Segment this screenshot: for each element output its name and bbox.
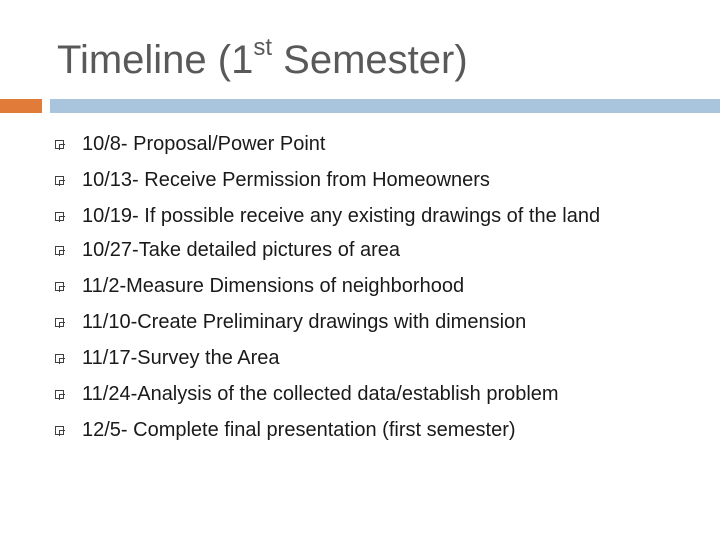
- square-bullet-icon: [55, 318, 64, 327]
- title-end: Semester): [272, 38, 468, 82]
- list-item-text: 10/8- Proposal/Power Point: [82, 133, 326, 155]
- list-item: [55, 132, 695, 157]
- slide-title: [57, 34, 468, 86]
- list-item-text: 12/5- Complete final presentation (first semester): [82, 419, 516, 441]
- list-item: [55, 310, 695, 335]
- list-item-text: 10/13- Receive Permission from Homeowners: [82, 169, 490, 191]
- timeline-list: [55, 132, 695, 454]
- list-item: [55, 204, 695, 229]
- square-bullet-icon: [55, 390, 64, 399]
- square-bullet-icon: [55, 246, 64, 255]
- accent-bar: [0, 99, 42, 113]
- list-item: [55, 274, 695, 299]
- title-main: Timeline (1: [57, 38, 254, 82]
- title-underline-bar: [50, 99, 720, 113]
- list-item-text: 11/24-Analysis of the collected data/establish problem: [82, 383, 559, 405]
- square-bullet-icon: [55, 426, 64, 435]
- list-item: [55, 168, 695, 193]
- list-item: [55, 418, 695, 443]
- list-item-text: 10/27-Take detailed pictures of area: [82, 239, 400, 261]
- square-bullet-icon: [55, 282, 64, 291]
- list-item-text: 11/2-Measure Dimensions of neighborhood: [82, 275, 465, 297]
- square-bullet-icon: [55, 212, 64, 221]
- square-bullet-icon: [55, 176, 64, 185]
- list-item: [55, 346, 695, 371]
- list-item-text: 11/17-Survey the Area: [82, 347, 280, 369]
- title-superscript: st: [253, 33, 273, 61]
- list-item: [55, 238, 695, 263]
- list-item: [55, 382, 695, 407]
- list-item-text: 11/10-Create Preliminary drawings with dimension: [82, 311, 527, 333]
- list-item-text: 10/19- If possible receive any existing drawings of the land: [82, 205, 601, 227]
- square-bullet-icon: [55, 140, 64, 149]
- square-bullet-icon: [55, 354, 64, 363]
